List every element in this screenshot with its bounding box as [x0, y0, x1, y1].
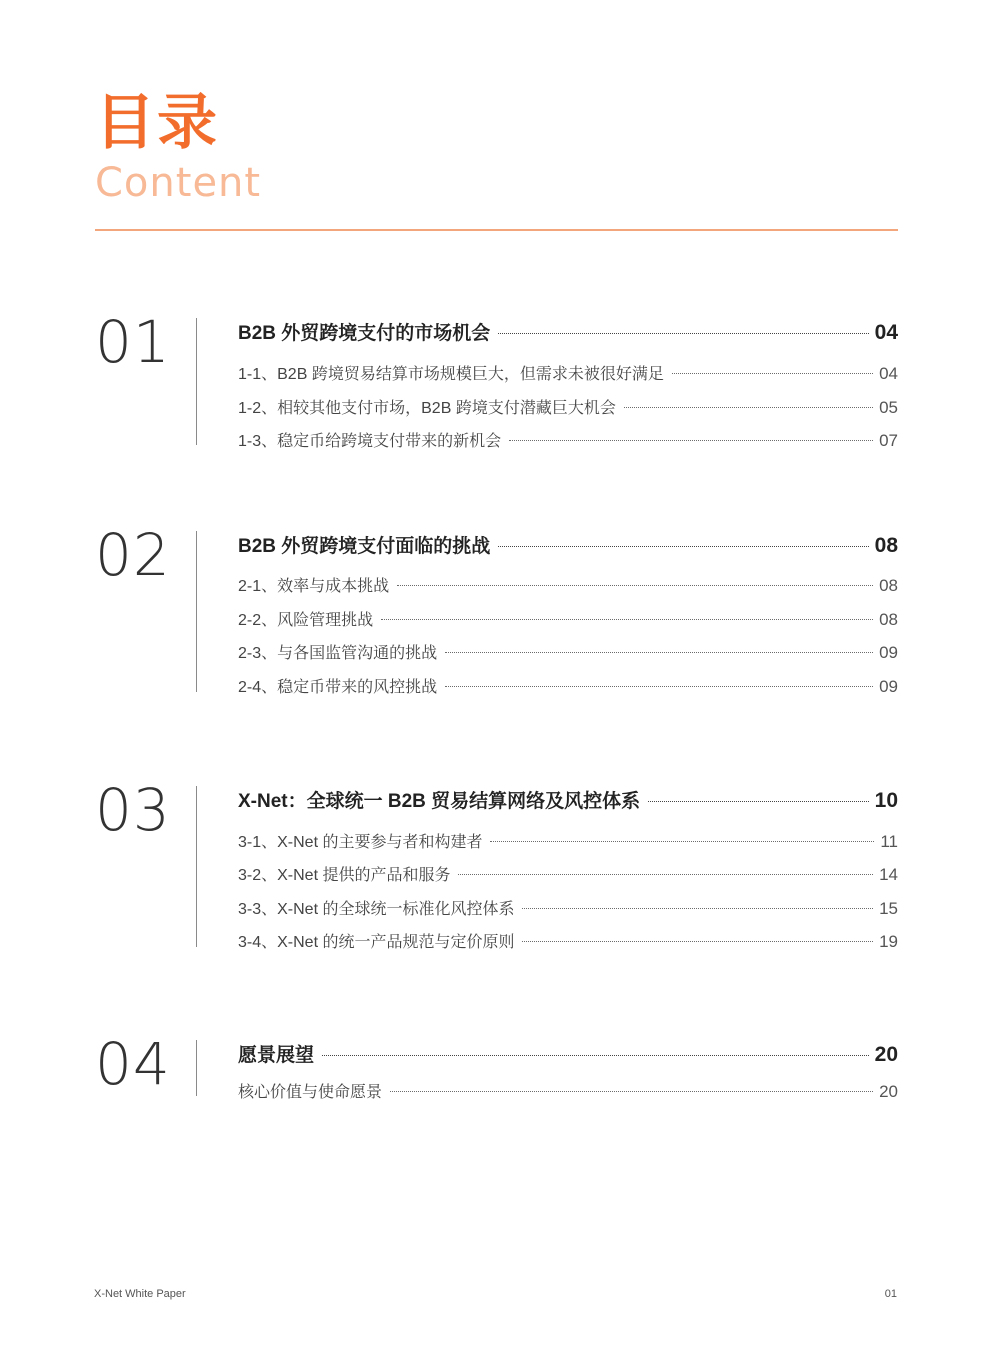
dot-leader: [498, 546, 868, 547]
toc-entry-section-title[interactable]: [238, 531, 898, 558]
dot-leader: [498, 333, 868, 334]
dot-leader: [509, 440, 873, 441]
toc-entry-label: 核心价值与使命愿景: [238, 1084, 383, 1101]
toc-entry-section-title[interactable]: [238, 1040, 898, 1067]
section-number: 01: [95, 308, 171, 376]
toc-entry-section-title[interactable]: [238, 318, 898, 345]
toc-entry[interactable]: [238, 361, 898, 384]
dot-leader: [648, 801, 868, 802]
dot-leader: [522, 908, 873, 909]
toc-entry-label: 1-3、稳定币给跨境支付带来的新机会: [238, 433, 502, 450]
toc-entry[interactable]: [238, 428, 898, 451]
toc-entry[interactable]: [238, 607, 898, 630]
toc-entry[interactable]: [238, 929, 898, 952]
toc-entry-page: 04: [879, 364, 898, 383]
toc-entry[interactable]: [238, 674, 898, 697]
dot-leader: [322, 1055, 869, 1056]
toc-entry-page: 19: [879, 932, 898, 951]
toc-entry-label: 2-3、与各国监管沟通的挑战: [238, 645, 438, 662]
section-divider: [196, 1040, 197, 1096]
toc-entry-page: 08: [874, 534, 898, 557]
toc-entry-page: 07: [879, 431, 898, 450]
dot-leader: [522, 941, 873, 942]
dot-leader: [381, 619, 873, 620]
toc-entry-page: 09: [879, 643, 898, 662]
toc-entry-label: 愿景展望: [238, 1045, 315, 1066]
toc-entry-page: 20: [874, 1043, 898, 1066]
toc-entry-page: 04: [874, 321, 898, 344]
toc-entry[interactable]: [238, 862, 898, 885]
toc-entry[interactable]: [238, 395, 898, 418]
toc-entry-section-title[interactable]: [238, 786, 898, 813]
toc-entry-page: 08: [879, 610, 898, 629]
dot-leader: [397, 585, 873, 586]
toc-entry-label: 1-2、相较其他支付市场，B2B 跨境支付潜藏巨大机会: [238, 400, 616, 417]
toc-entry[interactable]: [238, 896, 898, 919]
toc-entry-label: 3-3、X-Net 的全球统一标准化风控体系: [238, 901, 515, 918]
toc-entry-page: 15: [879, 899, 898, 918]
toc-entry-page: 09: [879, 677, 898, 696]
toc-entry[interactable]: [238, 573, 898, 596]
toc-entry-label: 2-4、稳定币带来的风控挑战: [238, 679, 438, 696]
footer-document-name: X-Net White Paper: [94, 1288, 186, 1300]
page-title-cn: 目录: [95, 88, 219, 158]
toc-entry-label: B2B 外贸跨境支付的市场机会: [238, 323, 491, 344]
section-number: 04: [95, 1030, 171, 1098]
section-divider: [196, 318, 197, 445]
dot-leader: [672, 373, 873, 374]
toc-entry-label: 3-1、X-Net 的主要参与者和构建者: [238, 834, 483, 851]
header-divider: [95, 229, 898, 231]
section-number: 03: [95, 776, 171, 844]
dot-leader: [390, 1091, 873, 1092]
toc-entry-page: 14: [879, 865, 898, 884]
dot-leader: [445, 652, 873, 653]
footer-page-number: 01: [884, 1288, 897, 1300]
toc-entry[interactable]: [238, 1079, 898, 1102]
page-title-en: Content: [95, 160, 262, 206]
toc-entry-label: 2-2、风险管理挑战: [238, 612, 374, 629]
toc-entry-label: 2-1、效率与成本挑战: [238, 578, 390, 595]
dot-leader: [624, 407, 873, 408]
toc-entry-page: 08: [879, 576, 898, 595]
dot-leader: [445, 686, 873, 687]
toc-entry-label: X-Net：全球统一 B2B 贸易结算网络及风控体系: [238, 791, 641, 812]
dot-leader: [458, 874, 873, 875]
toc-entry-label: 1-1、B2B 跨境贸易结算市场规模巨大，但需求未被很好满足: [238, 366, 664, 383]
toc-entry-label: 3-2、X-Net 提供的产品和服务: [238, 867, 451, 884]
toc-entry[interactable]: [238, 829, 898, 852]
toc-entry-page: 11: [880, 832, 898, 851]
toc-entry-label: B2B 外贸跨境支付面临的挑战: [238, 536, 491, 557]
toc-entry-page: 05: [879, 398, 898, 417]
section-divider: [196, 786, 197, 947]
section-divider: [196, 531, 197, 692]
toc-entry-page: 10: [874, 789, 898, 812]
toc-entry[interactable]: [238, 640, 898, 663]
toc-entry-label: 3-4、X-Net 的统一产品规范与定价原则: [238, 934, 515, 951]
toc-entry-page: 20: [879, 1082, 898, 1101]
dot-leader: [490, 841, 874, 842]
section-number: 02: [95, 521, 171, 589]
